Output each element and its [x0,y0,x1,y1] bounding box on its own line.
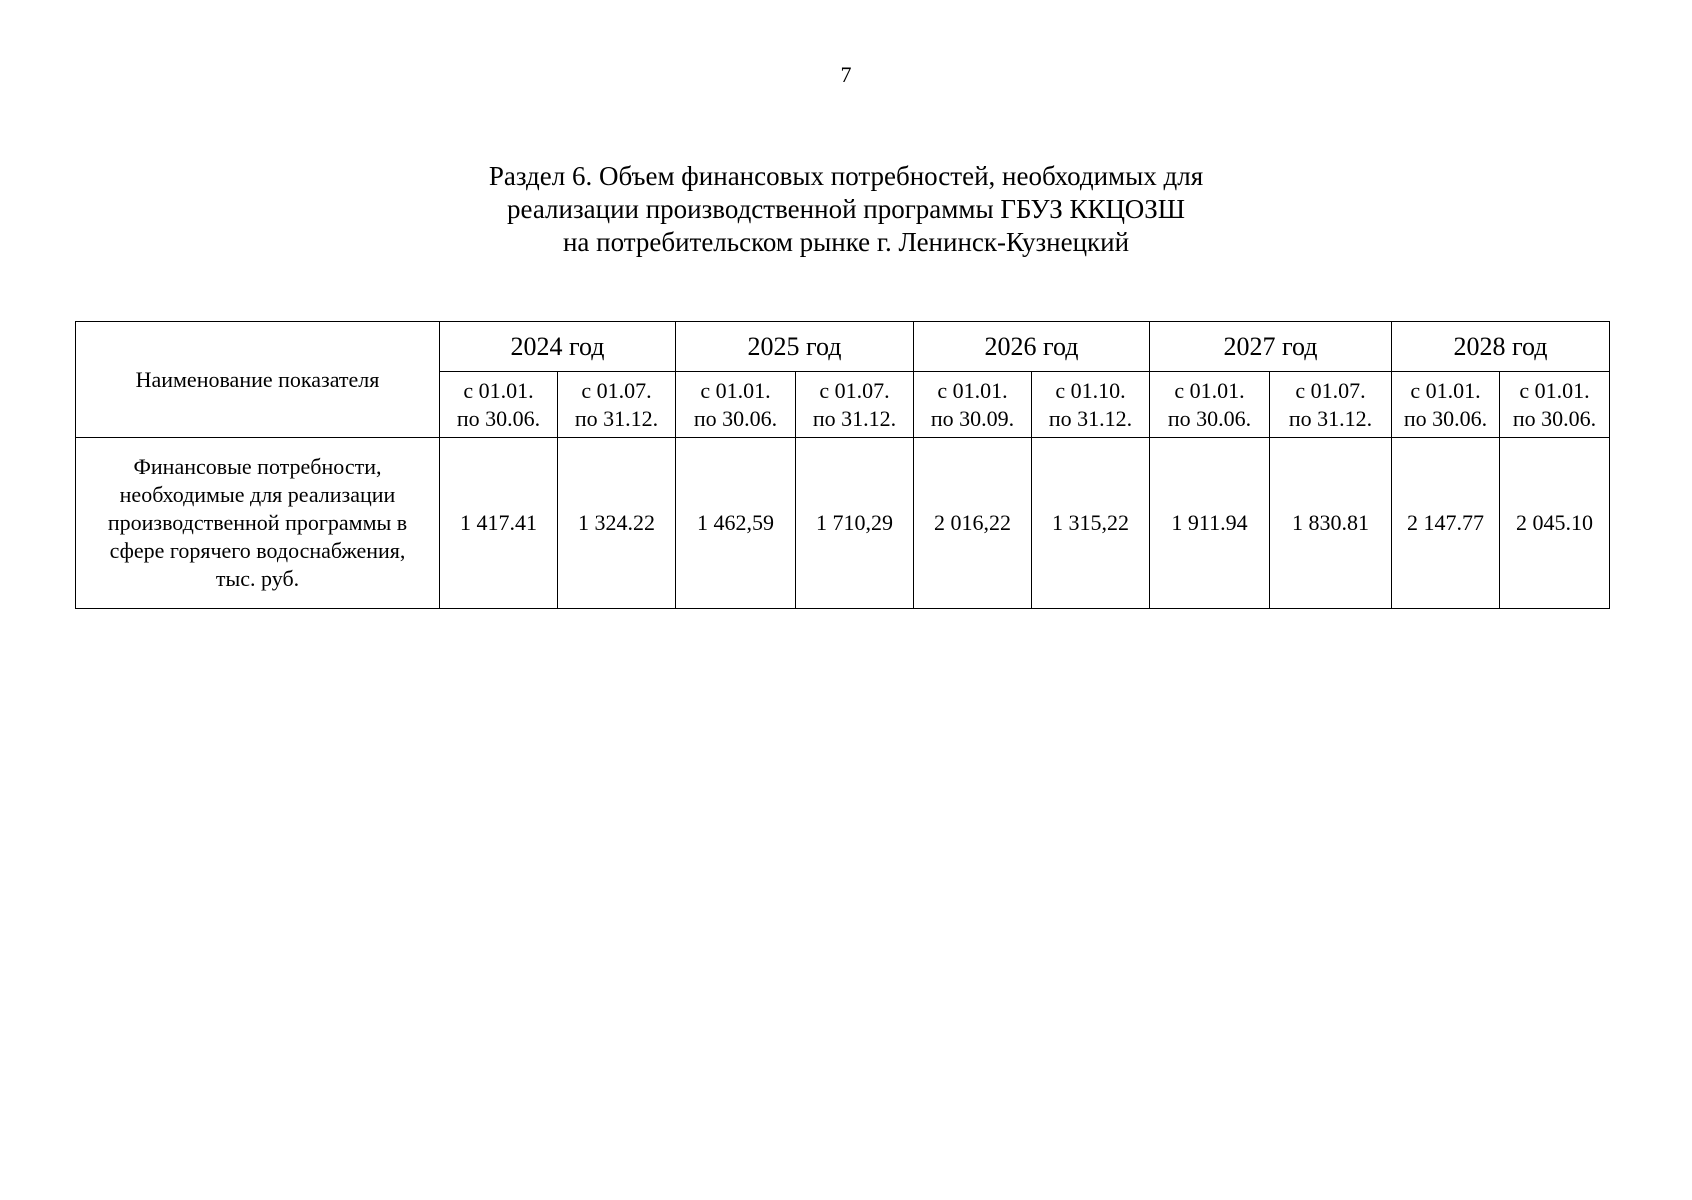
value-cell: 1 462,59 [676,438,796,609]
period-header: с 01.07. по 31.12. [558,372,676,438]
value-cell: 1 911.94 [1150,438,1270,609]
value-cell: 2 045.10 [1500,438,1610,609]
period-header: с 01.01. по 30.06. [676,372,796,438]
table-row [76,438,1610,609]
year-header-2028: 2028 год [1392,322,1610,372]
period-header: с 01.10. по 31.12. [1032,372,1150,438]
year-header-2027: 2027 год [1150,322,1392,372]
period-header: с 01.01. по 30.06. [1500,372,1610,438]
value-cell: 1 710,29 [796,438,914,609]
year-header-2024: 2024 год [440,322,676,372]
year-header-2026: 2026 год [914,322,1150,372]
period-header: с 01.01. по 30.09. [914,372,1032,438]
page-number: 7 [840,62,852,87]
financial-needs-table [75,321,1610,609]
year-header-2025: 2025 год [676,322,914,372]
period-header: с 01.07. по 31.12. [796,372,914,438]
value-cell: 2 147.77 [1392,438,1500,609]
value-cell: 1 324.22 [558,438,676,609]
value-cell: 1 417.41 [440,438,558,609]
value-cell: 1 315,22 [1032,438,1150,609]
value-cell: 1 830.81 [1270,438,1392,609]
period-header: с 01.01. по 30.06. [1392,372,1500,438]
title-line-2: реализации производственной программы ГБУЗ ККЦОЗШ [507,194,1185,224]
title-line-3: на потребительском рынке г. Ленинск-Кузнецкий [562,227,1130,257]
indicator-name-cell: Финансовые потребности, необходимые для реализации производственной программы в сфере горячего водоснабжения, тыс. руб. [76,438,440,609]
section-title [0,160,1692,259]
indicator-name-header: Наименование показателя [76,322,440,438]
period-header: с 01.01. по 30.06. [1150,372,1270,438]
period-header: с 01.01. по 30.06. [440,372,558,438]
title-line-1: Раздел 6. Объем финансовых потребностей, необходимых для [488,161,1204,191]
value-cell: 2 016,22 [914,438,1032,609]
period-header: с 01.07. по 31.12. [1270,372,1392,438]
